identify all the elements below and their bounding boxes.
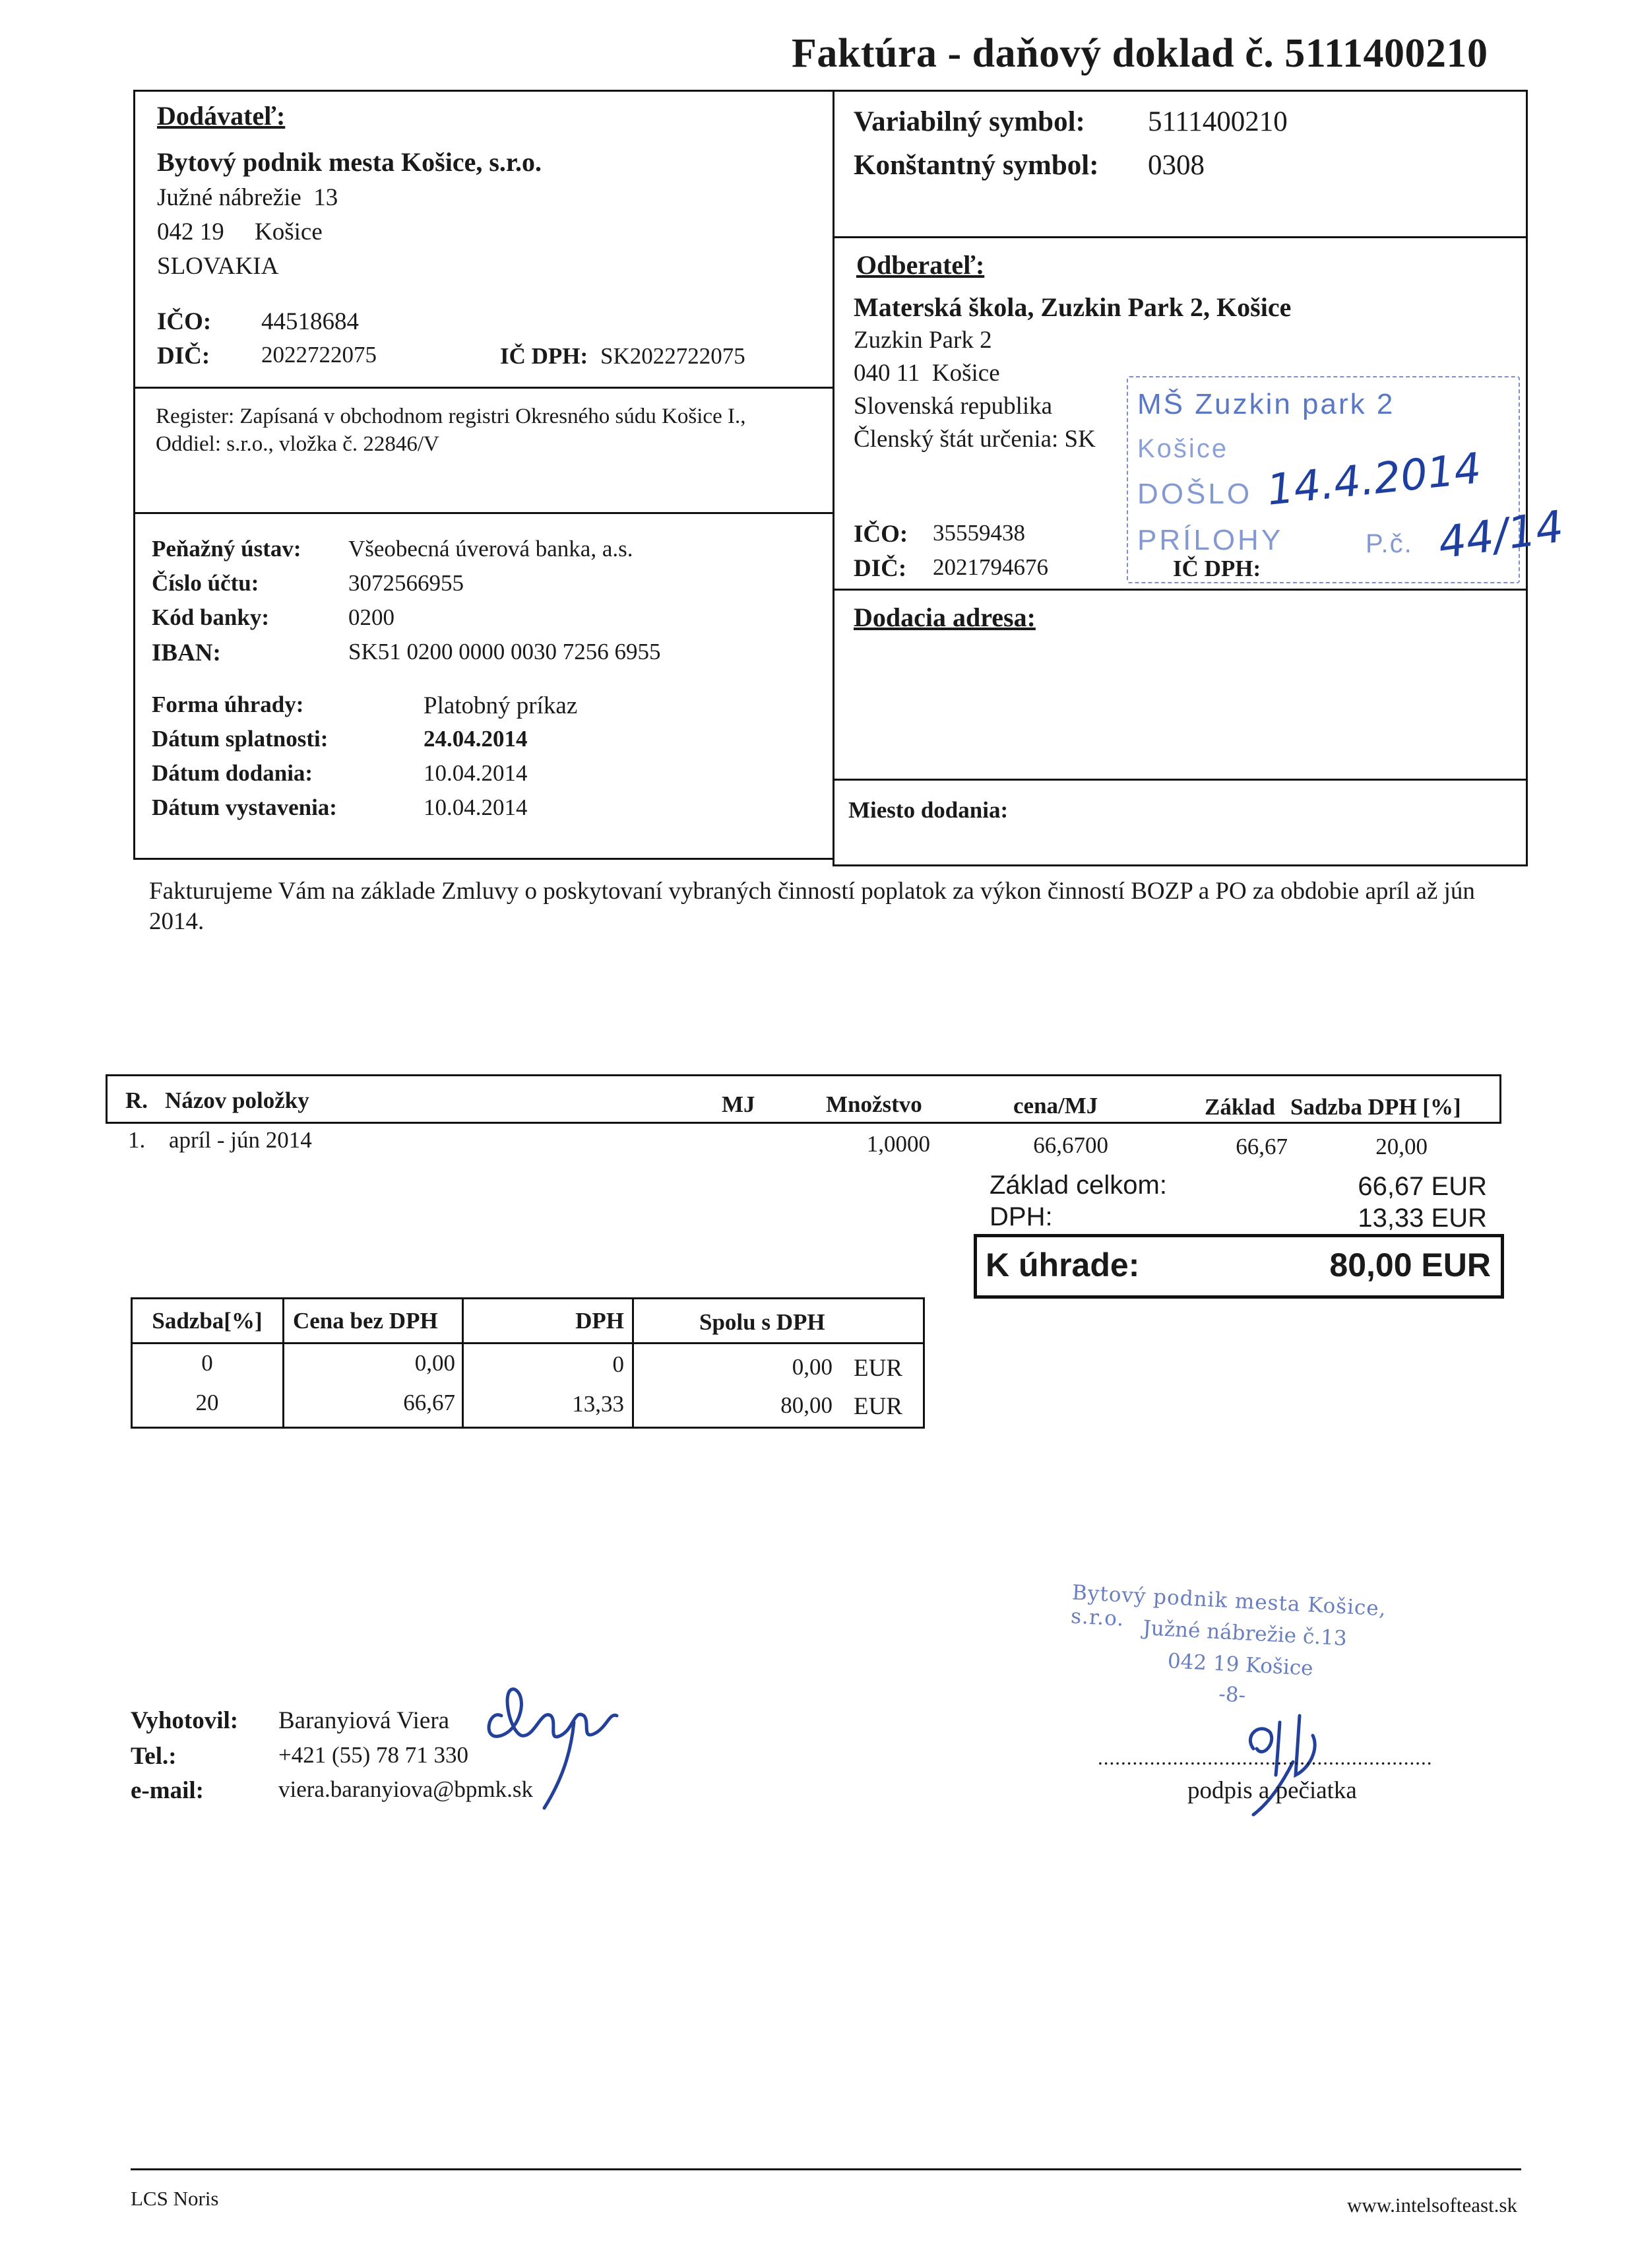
- customer-city: 040 11 Košice: [854, 360, 1000, 387]
- vat-table-col2: [462, 1297, 464, 1429]
- vat-table-bottom: [131, 1427, 925, 1429]
- supplier-dic-label: DIČ:: [157, 342, 210, 370]
- received-stamp-date: 14.4.2014: [1265, 444, 1484, 515]
- customer-dic: 2021794676: [933, 554, 1048, 580]
- supplier-dic: 2022722075: [261, 342, 377, 368]
- supplier-city: 042 19 Košice: [157, 218, 323, 245]
- received-stamp-line5: P.č.: [1366, 529, 1413, 558]
- total-due-label: K úhrade:: [986, 1247, 1140, 1283]
- items-col-price: cena/MJ: [1013, 1093, 1098, 1118]
- header-box-divider: [833, 90, 834, 866]
- item-base: 66,67: [1236, 1134, 1288, 1159]
- constant-symbol: 0308: [1148, 150, 1205, 181]
- footer-line: [131, 2168, 1521, 2170]
- issuer-by: Baranyiová Viera: [278, 1707, 450, 1734]
- issuer-tel: +421 (55) 78 71 330: [278, 1742, 469, 1768]
- vat-col-total: Spolu s DPH: [699, 1309, 825, 1335]
- footer-right: www.intelsofteast.sk: [1346, 2193, 1517, 2217]
- vat-table-top: [131, 1297, 925, 1299]
- vat-row-vat: 13,33: [572, 1391, 624, 1417]
- item-no: 1.: [128, 1127, 146, 1153]
- vat-row-rate: 0: [201, 1350, 213, 1376]
- item-qty: 1,0000: [866, 1131, 930, 1157]
- footer-left: LCS Noris: [131, 2187, 219, 2210]
- constant-symbol-label: Konštantný symbol:: [854, 150, 1099, 181]
- payment-form: Platobný príkaz: [424, 692, 578, 719]
- due-date: 24.04.2014: [424, 726, 528, 752]
- delivery-address-heading: Dodacia adresa:: [854, 602, 1036, 632]
- signature-label: podpis a pečiatka: [1187, 1777, 1357, 1804]
- supplier-register: Register: Zapísaná v obchodnom registri Okresného súdu Košice I., Oddiel: s.r.o., vložka č. 22846/V: [156, 405, 746, 456]
- customer-member-state: Členský štát určenia: SK: [854, 426, 1096, 453]
- vat-row-total: 0,00: [792, 1354, 833, 1380]
- supplier-ico: 44518684: [261, 308, 359, 335]
- total-base: 66,67 EUR: [1358, 1172, 1487, 1201]
- company-stamp-line3: 042 19 Košice: [1167, 1649, 1314, 1681]
- issue-date: 10.04.2014: [424, 794, 528, 820]
- header-box-bottom-left: [133, 858, 834, 860]
- customer-ico-label: IČO:: [854, 521, 908, 548]
- customer-heading: Odberateľ:: [856, 250, 985, 280]
- vat-table-col3: [632, 1297, 634, 1429]
- customer-icdph-label: IČ DPH:: [1173, 556, 1261, 581]
- vat-row-currency: EUR: [854, 1355, 902, 1382]
- received-stamp-number: 44/14: [1435, 501, 1567, 569]
- item-rate: 20,00: [1375, 1134, 1428, 1159]
- invoice-intro: Fakturujeme Vám na základe Zmluvy o poskytovaní vybraných činností poplatok za výkon činností BOZP a PO za obdobie apríl až jún 2014.: [149, 878, 1475, 935]
- total-due: 80,00 EUR: [1329, 1247, 1491, 1283]
- bank-code: 0200: [348, 604, 394, 630]
- items-header-left: [106, 1074, 108, 1124]
- place-of-delivery-label: Miesto dodania:: [848, 797, 1009, 823]
- invoice-title: Faktúra - daňový doklad č. 5111400210: [792, 31, 1488, 76]
- iban-label: IBAN:: [152, 639, 221, 666]
- header-box-top: [133, 90, 1528, 92]
- issuer-by-label: Vyhotovil:: [131, 1707, 239, 1734]
- total-vat: 13,33 EUR: [1358, 1204, 1487, 1233]
- customer-street: Zuzkin Park 2: [854, 327, 992, 354]
- received-stamp: [1127, 376, 1567, 583]
- supplier-name: Bytový podnik mesta Košice, s.r.o.: [157, 147, 542, 177]
- account-number: 3072566955: [348, 570, 464, 596]
- bank-label: Peňažný ústav:: [152, 536, 301, 562]
- items-col-unit: MJ: [722, 1091, 755, 1117]
- issuer-email-label: e-mail:: [131, 1777, 204, 1804]
- company-stamp-line4: -8-: [1218, 1682, 1247, 1708]
- customer-delivery-separator: [833, 589, 1528, 591]
- iban-value: SK51 0200 0000 0030 7256 6955: [348, 639, 661, 664]
- items-col-qty: Množstvo: [826, 1091, 922, 1117]
- delivery-date: 10.04.2014: [424, 760, 528, 786]
- item-name: apríl - jún 2014: [169, 1127, 312, 1153]
- vat-col-base: Cena bez DPH: [293, 1308, 438, 1334]
- items-col-base: Základ: [1205, 1094, 1275, 1120]
- vat-col-vat: DPH: [575, 1308, 624, 1334]
- total-vat-label: DPH:: [990, 1202, 1053, 1231]
- customer-ico: 35559438: [933, 520, 1025, 546]
- issue-date-label: Dátum vystavenia:: [152, 794, 337, 820]
- bank-code-label: Kód banky:: [152, 604, 269, 630]
- account-label: Číslo účtu:: [152, 570, 259, 596]
- variable-symbol: 5111400210: [1148, 106, 1288, 137]
- vat-row-rate: 20: [195, 1390, 219, 1415]
- supplier-street: Južné nábrežie 13: [157, 184, 338, 211]
- payment-form-label: Forma úhrady:: [152, 692, 304, 717]
- items-col-rate: Sadzba DPH [%]: [1290, 1094, 1461, 1120]
- due-date-label: Dátum splatnosti:: [152, 726, 329, 752]
- delivery-place-separator: [833, 779, 1528, 781]
- header-box-left: [133, 90, 135, 859]
- vat-table-header-bottom: [131, 1342, 925, 1344]
- supplier-icdph: SK2022722075: [600, 343, 745, 369]
- vat-table-right: [923, 1297, 925, 1429]
- supplier-country: SLOVAKIA: [157, 253, 279, 280]
- total-base-label: Základ celkom:: [990, 1171, 1167, 1200]
- received-stamp-line4: PRÍLOHY: [1137, 524, 1284, 556]
- symbols-customer-separator: [833, 236, 1528, 238]
- supplier-ico-label: IČO:: [157, 308, 212, 335]
- supplier-heading: Dodávateľ:: [157, 101, 286, 131]
- item-price: 66,6700: [1033, 1132, 1108, 1158]
- items-header-right: [1499, 1074, 1501, 1124]
- supplier-register-separator: [133, 387, 834, 389]
- vat-row-total: 80,00: [780, 1392, 833, 1418]
- vat-row-base: 66,67: [403, 1390, 455, 1415]
- company-stamp-line1: Bytový podnik mesta Košice, s.r.o.: [1070, 1580, 1387, 1631]
- issuer-email: viera.baranyiova@bpmk.sk: [278, 1776, 534, 1802]
- signature-dots: ..........................................................: [1098, 1746, 1433, 1769]
- delivery-date-label: Dátum dodania:: [152, 760, 313, 786]
- items-col-no: R.: [125, 1087, 148, 1113]
- customer-country: Slovenská republika: [854, 393, 1053, 420]
- customer-dic-label: DIČ:: [854, 555, 907, 582]
- vat-row-base: 0,00: [414, 1350, 455, 1376]
- header-box-right: [1526, 90, 1528, 866]
- company-stamp-line2: Južné nábrežie č.13: [1142, 1616, 1348, 1651]
- variable-symbol-label: Variabilný symbol:: [854, 106, 1085, 137]
- items-header-bottom: [106, 1122, 1501, 1124]
- received-stamp-line3: DOŠLO: [1137, 478, 1253, 510]
- received-stamp-line2: Košice: [1137, 434, 1229, 463]
- register-bank-separator: [133, 512, 834, 514]
- customer-name: Materská škola, Zuzkin Park 2, Košice: [854, 292, 1292, 322]
- vat-col-rate: Sadzba[%]: [152, 1308, 263, 1334]
- bank-name: Všeobecná úverová banka, a.s.: [348, 536, 633, 562]
- vat-row-vat: 0: [612, 1351, 624, 1377]
- issuer-signature: [475, 1669, 646, 1821]
- items-col-name: Názov položky: [165, 1087, 309, 1113]
- vat-table-col1: [282, 1297, 284, 1429]
- vat-row-currency: EUR: [854, 1393, 902, 1420]
- received-stamp-line1: MŠ Zuzkin park 2: [1137, 388, 1395, 420]
- supplier-icdph-label: IČ DPH:: [500, 343, 588, 369]
- header-box-bottom-right: [833, 864, 1528, 866]
- items-header-top: [106, 1074, 1501, 1076]
- issuer-tel-label: Tel.:: [131, 1743, 177, 1770]
